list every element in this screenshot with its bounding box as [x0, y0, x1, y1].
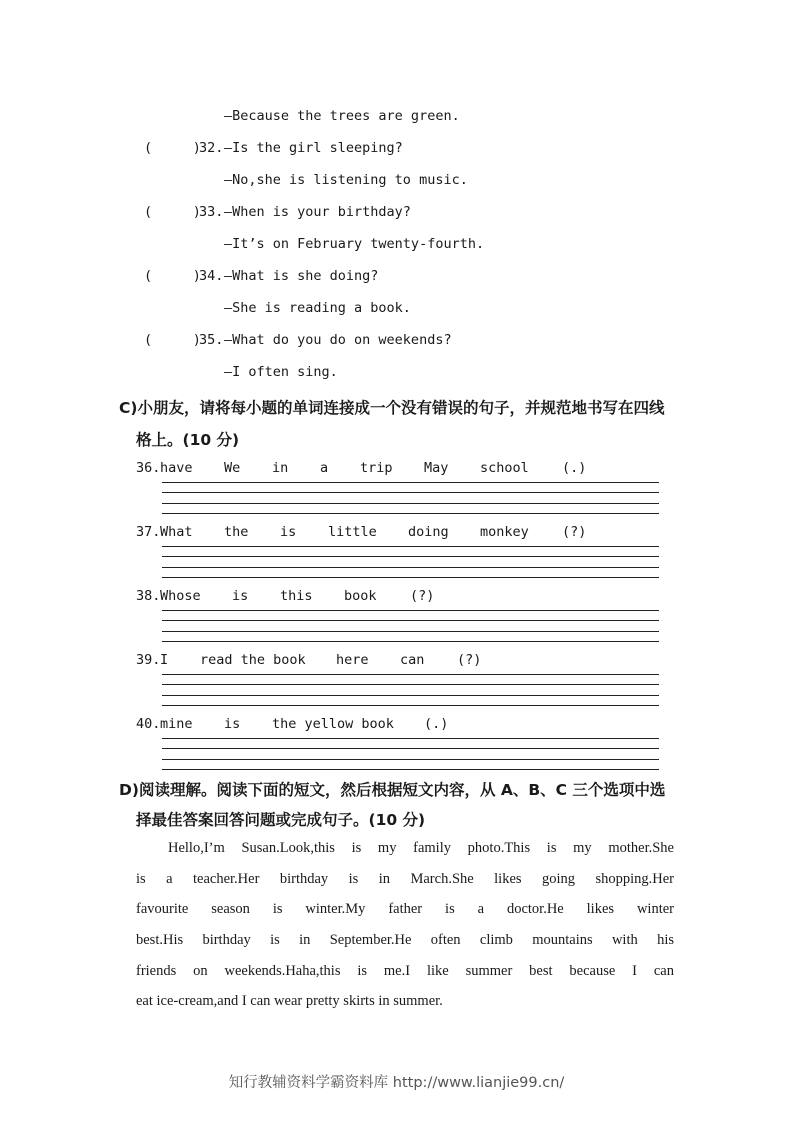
punctuation: (?) [410, 588, 435, 604]
item-number: 37. [136, 524, 161, 540]
word: Whose [160, 588, 201, 604]
footer-watermark: 知行教辅资料学霸资料库 http://www.lianjie99.cn/ [228, 1075, 565, 1091]
word: We [224, 460, 241, 476]
question-number: 32. [199, 140, 224, 156]
passage-line: Hello,I’m Susan.Look,this is my family photo.This is my mother.She [168, 840, 674, 856]
question-text: —What is she doing? [224, 268, 379, 284]
section-c-heading-line2: 格上。(10 分) [136, 431, 240, 449]
word: is [224, 716, 241, 732]
item-number: 39. [136, 652, 161, 668]
word: in [272, 460, 289, 476]
answer-text: —She is reading a book. [224, 300, 411, 316]
question-number: 34. [199, 268, 224, 284]
word: doing [408, 524, 449, 540]
item-number: 38. [136, 588, 161, 604]
answer-paren[interactable]: ( ) [144, 332, 201, 348]
word: can [400, 652, 425, 668]
answer-text: —No,she is listening to music. [224, 172, 468, 188]
question-number: 33. [199, 204, 224, 220]
punctuation: (.) [424, 716, 449, 732]
section-d-heading-line2: 择最佳答案回答问题或完成句子。(10 分) [136, 811, 426, 829]
word: is [232, 588, 249, 604]
answer-paren[interactable]: ( ) [144, 204, 201, 220]
word: read the book [200, 652, 306, 668]
q31-answer: —Because the trees are green. [224, 108, 460, 124]
word: book [344, 588, 377, 604]
word: little [328, 524, 377, 540]
passage-line: favourite season is winter.My father is a doctor.He likes winter [136, 901, 674, 917]
word: here [336, 652, 369, 668]
passage-line: friends on weekends.Haha,this is me.I like summer best because I can [136, 963, 674, 979]
word: monkey [480, 524, 529, 540]
passage-line: best.His birthday is in September.He often climb mountains with his [136, 932, 674, 948]
question-number: 35. [199, 332, 224, 348]
passage-line: eat ice-cream,and I can wear pretty skirts in summer. [136, 993, 443, 1009]
word: trip [360, 460, 393, 476]
word: have [160, 460, 193, 476]
word: a [320, 460, 329, 476]
answer-text: —It’s on February twenty-fourth. [224, 236, 485, 252]
section-d-heading-line1: D)阅读理解。阅读下面的短文，然后根据短文内容，从 A、B、C 三个选项中选 [119, 781, 666, 799]
word: What [160, 524, 193, 540]
passage-line: is a teacher.Her birthday is in March.She likes going shopping.Her [136, 871, 674, 887]
question-text: —Is the girl sleeping? [224, 140, 403, 156]
answer-paren[interactable]: ( ) [144, 268, 201, 284]
punctuation: (.) [562, 460, 587, 476]
punctuation: (?) [562, 524, 587, 540]
word: school [480, 460, 529, 476]
item-number: 36. [136, 460, 161, 476]
question-text: —What do you do on weekends? [224, 332, 452, 348]
word: I [160, 652, 169, 668]
question-text: —When is your birthday? [224, 204, 411, 220]
word: is [280, 524, 297, 540]
section-c-heading-line1: C)小朋友，请将每小题的单词连接成一个没有错误的句子，并规范地书写在四线 [119, 399, 665, 417]
punctuation: (?) [457, 652, 482, 668]
answer-text: —I often sing. [224, 364, 338, 380]
item-number: 40. [136, 716, 161, 732]
word: this [280, 588, 313, 604]
word: the yellow book [272, 716, 394, 732]
word: May [424, 460, 449, 476]
word: mine [160, 716, 193, 732]
word: the [224, 524, 249, 540]
answer-paren[interactable]: ( ) [144, 140, 201, 156]
